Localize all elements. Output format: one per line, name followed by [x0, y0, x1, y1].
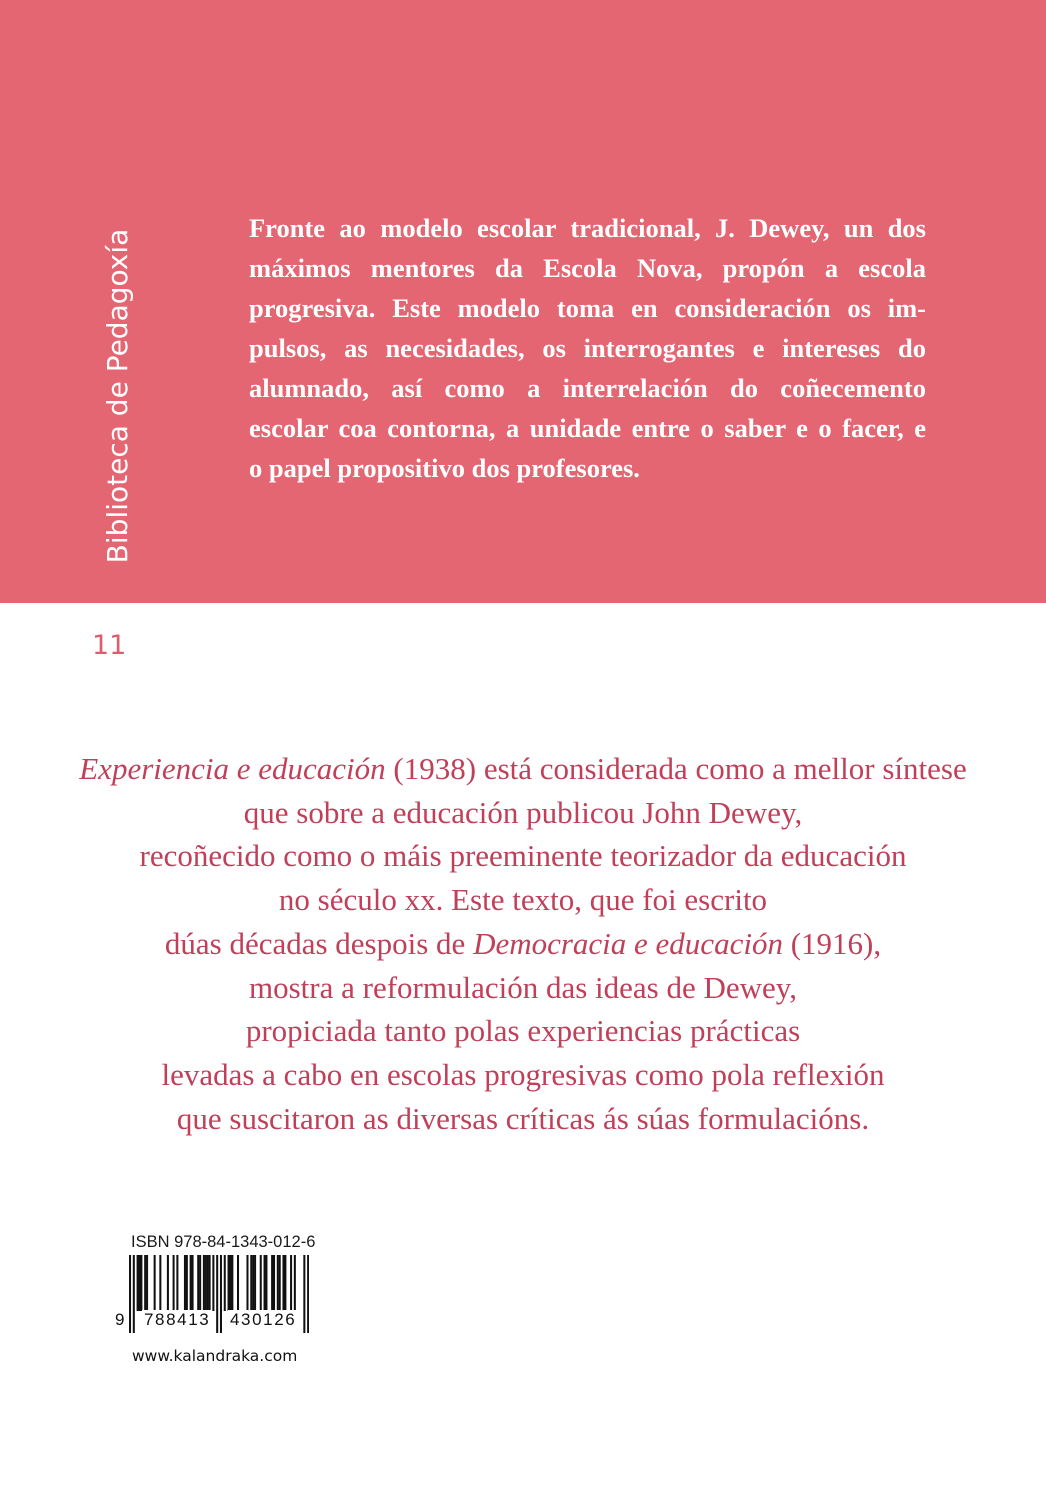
blurb-line: escolar coa contorna, a unidade entre o saber e o facer, e: [249, 413, 926, 443]
barcode-bar: [237, 1255, 239, 1311]
description-line: recoñecido como o máis preeminente teorizador da educación: [139, 838, 907, 874]
barcode-bar: [224, 1255, 226, 1311]
barcode-bar: [252, 1255, 254, 1311]
barcode-bar: [207, 1255, 209, 1311]
barcode-bar: [271, 1255, 273, 1311]
barcode-bar: [209, 1255, 211, 1311]
barcode-bar: [144, 1255, 146, 1311]
barcode-bar: [229, 1255, 231, 1311]
barcode-bar: [212, 1255, 214, 1311]
barcode-bar: [167, 1255, 169, 1311]
barcode-bar: [265, 1255, 267, 1311]
book-title-italic: Experiencia e educación: [79, 751, 386, 786]
description-text: dúas décadas despois de: [164, 925, 474, 961]
description-line: [40, 922, 1006, 966]
barcode-bar: [199, 1255, 201, 1311]
barcode-bar: [146, 1255, 148, 1311]
barcode-bar: [284, 1255, 286, 1311]
series-number: 11: [92, 630, 127, 661]
barcode-bar: [197, 1255, 199, 1311]
description-line: no século xx. Este texto, que foi escrito: [278, 882, 768, 918]
barcode-digits-left: 788413: [144, 1310, 211, 1329]
blurb-line: o papel propositivo dos profesores.: [249, 453, 640, 483]
barcode-bar: [231, 1255, 233, 1311]
barcode-digits: [115, 1310, 311, 1332]
description-line: levadas a cabo en escolas progresivas como pola reflexión: [161, 1056, 885, 1092]
related-title-italic: Democracia e educación: [473, 925, 783, 961]
barcode-bar: [246, 1255, 248, 1311]
blurb-line: alumnado, así como a interrelación do coñecemento: [249, 373, 926, 403]
barcode-bar: [228, 1255, 230, 1311]
description-line: que sobre a educación publicou John Dewey,: [243, 794, 803, 830]
barcode-bar: [140, 1255, 142, 1311]
blurb-line: pulsos, as necesidades, os interrogantes e intereses do: [249, 333, 926, 363]
barcode-bar: [154, 1255, 156, 1311]
blurb-line: máximos mentores da Escola Nova, propón a escola: [249, 253, 926, 283]
description-line: mostra a reformulación das ideas de Dewey,: [248, 969, 798, 1005]
barcode-bar: [254, 1255, 256, 1311]
barcode-bar: [205, 1255, 207, 1311]
barcode-bar: [273, 1255, 275, 1311]
barcode-bar: [176, 1255, 178, 1311]
barcode-bar: [137, 1255, 139, 1311]
barcode-bar: [264, 1255, 266, 1311]
description-line: que suscitaron as diversas críticas ás súas formulacións.: [176, 1100, 870, 1136]
barcode-bar: [260, 1255, 262, 1311]
barcode-digits-right: 430126: [230, 1310, 297, 1329]
barcode-bar: [282, 1255, 284, 1311]
barcode-bar: [290, 1255, 292, 1311]
description-line: [40, 747, 1006, 791]
description-text: (1916),: [782, 925, 882, 961]
description-line: propiciada tanto polas experiencias prácticas: [245, 1013, 801, 1049]
barcode-bar: [184, 1255, 186, 1311]
publisher-website: www.kalandraka.com: [132, 1347, 298, 1365]
barcode-bar: [294, 1255, 296, 1311]
barcode-digit-first: 9: [115, 1310, 125, 1329]
barcode-bar: [279, 1255, 281, 1311]
blurb-paragraph: [249, 208, 926, 488]
barcode-bar: [277, 1255, 279, 1311]
series-title-vertical: Biblioteca de Pedagoxía: [101, 228, 134, 564]
barcode-bar: [138, 1255, 140, 1311]
barcode-bar: [190, 1255, 192, 1311]
isbn-label: ISBN 978-84-1343-012-6: [131, 1233, 316, 1251]
barcode-bar: [159, 1255, 161, 1311]
barcode-bar: [173, 1255, 175, 1311]
description-text: (1938) está considerada como a mellor síntese: [385, 751, 967, 786]
barcode-bar: [250, 1255, 252, 1311]
barcode-bar: [203, 1255, 205, 1311]
book-description: [40, 747, 1006, 1140]
barcode-bar: [192, 1255, 194, 1311]
blurb-line: Fronte ao modelo escolar tradicional, J. Dewey, un dos: [249, 213, 926, 243]
barcode-bar: [186, 1255, 188, 1311]
blurb-line: progresiva. Este modelo toma en consideración os im-: [249, 293, 926, 323]
